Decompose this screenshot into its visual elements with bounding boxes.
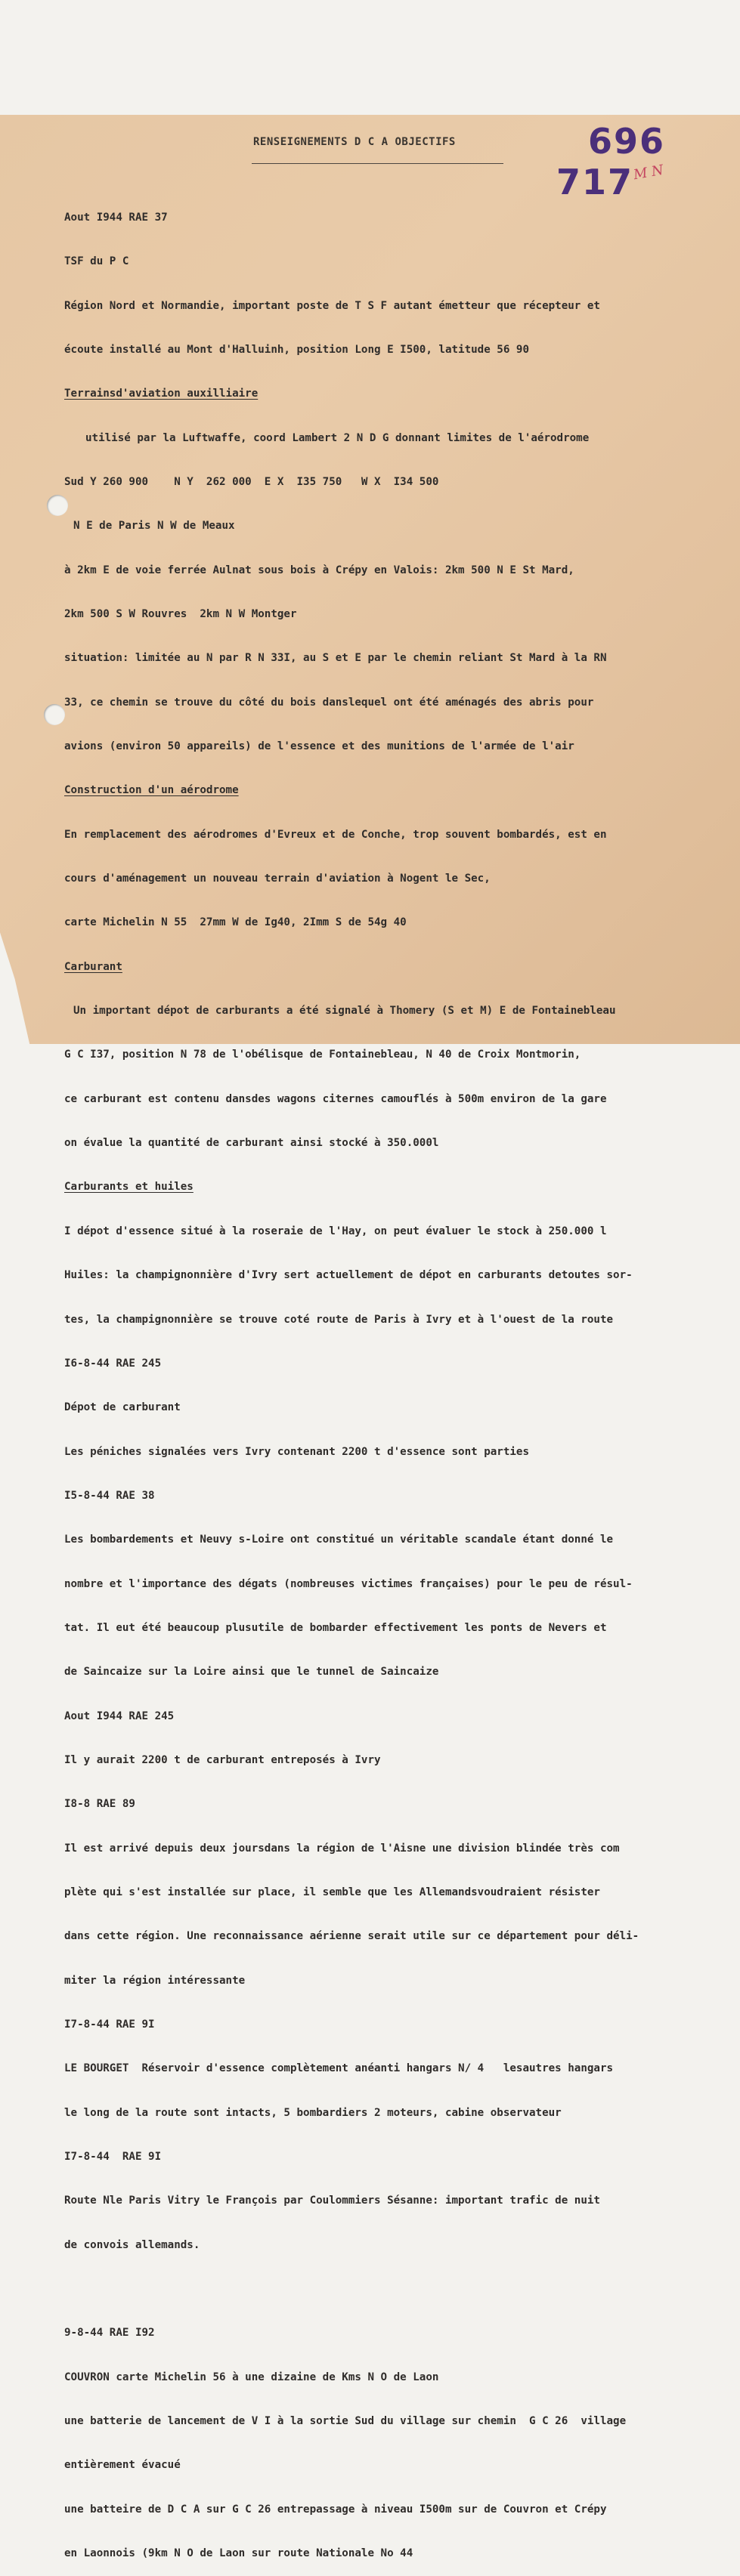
section-heading: Construction d'un aérodrome: [64, 784, 239, 797]
text-line: écoute installé au Mont d'Halluinh, position Long E I500, latitude 56 90: [64, 343, 529, 356]
text-line: avions (environ 50 appareils) de l'essence et des munitions de l'armée de l'air: [64, 740, 574, 753]
text-line: utilisé par la Luftwaffe, coord Lambert 2 N D G donnant limites de l'aérodrome: [85, 431, 590, 444]
text-line: en Laonnois (9km N O de Laon sur route Nationale No 44: [64, 2547, 413, 2560]
text-line: Il est arrivé depuis deux joursdans la région de l'Aisne une division blindée très com: [64, 1842, 620, 1855]
text-line: situation: limitée au N par R N 33I, au S et E par le chemin reliant St Mard à la RN: [64, 652, 607, 665]
text-line: tat. Il eut été beaucoup plusutile de bombarder effectivement les ponts de Nevers et: [64, 1621, 607, 1634]
text-line: une batteire de D C A sur G C 26 entrepassage à niveau I500m sur de Couvron et Crépy: [64, 2503, 607, 2516]
text-line: Aout I944 RAE 245: [64, 1710, 175, 1722]
blank-line: [64, 2282, 722, 2296]
text-line: Dépot de carburant: [64, 1401, 181, 1414]
title-underline: [252, 163, 503, 164]
text-line: Sud Y 260 900 N Y 262 000 E X I35 750 W X I34 500: [64, 475, 439, 488]
text-line: I7-8-44 RAE 9I: [64, 2151, 162, 2164]
text-line: Route Nle Paris Vitry le François par Coulommiers Sésanne: important trafic de nuit: [64, 2195, 600, 2207]
document-title: RENSEIGNEMENTS D C A OBJECTIFS: [253, 136, 456, 148]
text-line: Il y aurait 2200 t de carburant entreposés à Ivry: [64, 1753, 381, 1766]
document-body: [64, 181, 722, 2576]
section-heading: Carburant: [64, 960, 122, 973]
text-line: En remplacement des aérodromes d'Evreux et de Conche, trop souvent bombardés, est en: [64, 828, 607, 841]
text-line: on évalue la quantité de carburant ainsi stocké à 350.000l: [64, 1137, 439, 1150]
text-line: le long de la route sont intacts, 5 bombardiers 2 moteurs, cabine observateur: [64, 2106, 562, 2119]
stamp-number-top: 696: [588, 121, 666, 162]
text-line: miter la région intéressante: [64, 1974, 246, 1987]
text-line: I8-8 RAE 89: [64, 1798, 135, 1811]
text-line: nombre et l'importance des dégats (nombreuses victimes françaises) pour le peu de résul-: [64, 1577, 633, 1590]
text-line: TSF du P C: [64, 255, 129, 268]
text-line: Huiles: la champignonnière d'Ivry sert actuellement de dépot en carburants detoutes sor-: [64, 1269, 633, 1282]
text-line: plète qui s'est installée sur place, il semble que les Allemandsvoudraient résister: [64, 1886, 600, 1898]
text-line: de Saincaize sur la Loire ainsi que le tunnel de Saincaize: [64, 1666, 439, 1679]
text-line: carte Michelin N 55 27mm W de Ig40, 2Imm S de 54g 40: [64, 916, 407, 929]
text-line: LE BOURGET Réservoir d'essence complètement anéanti hangars N/ 4 lesautres hangars: [64, 2062, 614, 2075]
punch-hole: [44, 704, 65, 725]
text-line: G C I37, position N 78 de l'obélisque de Fontainebleau, N 40 de Croix Montmorin,: [64, 1049, 581, 1061]
text-line: COUVRON carte Michelin 56 à une dizaine de Kms N O de Laon: [64, 2371, 439, 2383]
text-line: Un important dépot de carburants a été signalé à Thomery (S et M) E de Fontainebleau: [73, 1005, 616, 1018]
handwritten-annotation: M N: [632, 162, 665, 184]
text-line: N E de Paris N W de Meaux: [73, 520, 235, 533]
text-line: dans cette région. Une reconnaissance aérienne serait utile sur ce département pour déli-: [64, 1930, 639, 1943]
text-line: I5-8-44 RAE 38: [64, 1489, 155, 1502]
section-heading: Terrainsd'aviation auxilliaire: [64, 388, 259, 400]
stamp-number-bottom: 717: [556, 162, 634, 202]
text-line: cours d'aménagement un nouveau terrain d'aviation à Nogent le Sec,: [64, 873, 491, 885]
text-line: I6-8-44 RAE 245: [64, 1357, 162, 1370]
text-line: Les bombardements et Neuvy s-Loire ont constitué un véritable scandale étant donné le: [64, 1534, 614, 1546]
text-line: Les péniches signalées vers Ivry contenant 2200 t d'essence sont parties: [64, 1445, 529, 1458]
text-line: 33, ce chemin se trouve du côté du bois danslequel ont été aménagés des abris pour: [64, 696, 594, 709]
text-line: Aout I944 RAE 37: [64, 211, 168, 224]
text-line: à 2km E de voie ferrée Aulnat sous bois à Crépy en Valois: 2km 500 N E St Mard,: [64, 564, 574, 576]
text-line: de convois allemands.: [64, 2238, 200, 2251]
section-heading: Carburants et huiles: [64, 1181, 194, 1194]
text-line: I7-8-44 RAE 9I: [64, 2018, 155, 2031]
text-line: I dépot d'essence situé à la roseraie de l'Hay, on peut évaluer le stock à 250.000 l: [64, 1225, 607, 1237]
text-line: 2km 500 S W Rouvres 2km N W Montger: [64, 608, 297, 620]
text-line: 9-8-44 RAE I92: [64, 2327, 155, 2340]
text-line: une batterie de lancement de V I à la sortie Sud du village sur chemin G C 26 village: [64, 2415, 627, 2428]
text-line: entièrement évacué: [64, 2459, 181, 2472]
text-line: tes, la champignonnière se trouve coté route de Paris à Ivry et à l'ouest de la route: [64, 1313, 614, 1326]
text-line: Région Nord et Normandie, important poste de T S F autant émetteur que récepteur et: [64, 299, 600, 312]
text-line: ce carburant est contenu dansdes wagons citernes camouflés à 500m environ de la gare: [64, 1092, 607, 1105]
